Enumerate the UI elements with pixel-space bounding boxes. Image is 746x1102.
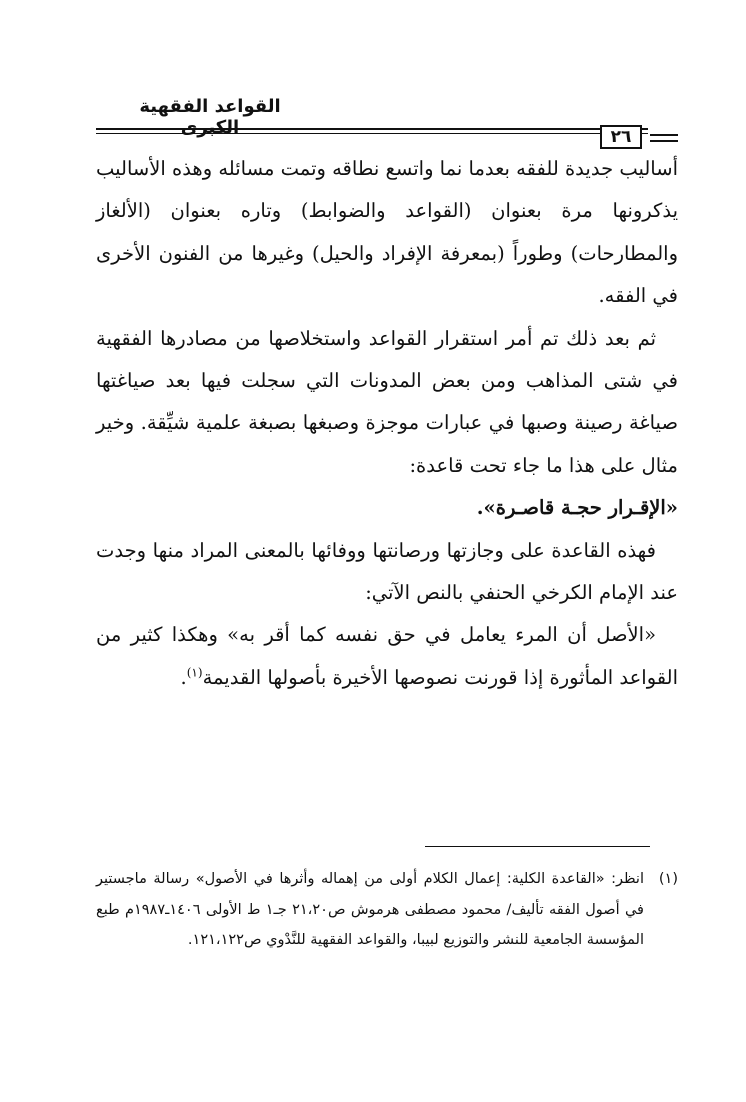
legal-maxim: «الإقـرار حجـة قاصـرة». [476,496,678,520]
paragraph-2: ثم بعد ذلك تم أمر استقرار القواعد واستخلاصها من مصادرها الفقهية في شتى المذاهب ومن بعض المدونات التي سجلت فيها بعد صياغتها صياغة رصينة وصبها في عبارات موجزة وصبغها بصبغة علمية شيِّقة. وخير مثال على هذا ما جاء تحت قاعدة: [96,326,678,477]
footnote-separator [425,846,650,847]
footnote [96,864,678,956]
paragraph-4-text: «الأصل أن المرء يعامل في حق نفسه كما أقر به» وهكذا كثير من القواعد المأثورة إذا قورنت نصوصها الأخيرة بأصولها القديمة [96,623,678,689]
running-title: القواعد الفقهية الكبرى [139,96,281,138]
page-number-side-rule-top [650,134,678,136]
footnote-text: انظر: «القاعدة الكلية: إعمال الكلام أولى من إهماله وأثرها في الأصول» رسالة ماجستير في أصول الفقه تأليف/ محمود مصطفى هرموش ص٢١،٢٠ جـ١ ط الأولى ١٤٠٦ـ١٩٨٧م طبع المؤسسة الجامعية للنشر والتوزيع لبيبا، والقواعد الفقهية للنَّدْوي ص١٢١،١٢٢. [96,871,644,948]
header-rule-bottom [96,133,648,134]
page-number-side-rule-bottom [650,140,678,142]
page-number: ٢٦ [600,125,642,149]
header-rule-top [96,128,648,130]
footnote-number: (١) [658,871,678,887]
paragraph-4 [96,614,678,699]
paragraph-1: أساليب جديدة للفقه بعدما نما واتسع نطاقه وتمت مسائله وهذه الأساليب يذكرونها مرة بعنوان (القواعد والضوابط) وتاره بعنوان (الألغاز والمطارحات) وطوراً (بمعرفة الإفراد والحيل) وغيرها من الفنون الأخرى في الفقه. [95,157,678,308]
paragraph-4-end: . [180,665,187,689]
footnote-reference: (١) [186,665,203,680]
body-text [96,148,678,699]
paragraph-3: فهذه القاعدة على وجازتها ورصانتها ووفائها بالمعنى المراد منها وجدت عند الإمام الكرخي الحنفي بالنص الآتي: [96,538,678,605]
